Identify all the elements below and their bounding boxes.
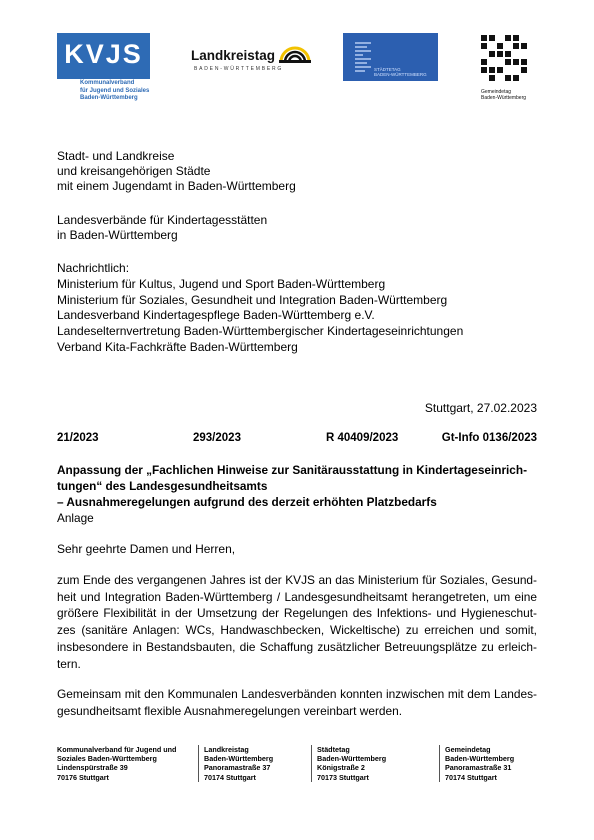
footer-line: Panoramastraße 31 xyxy=(445,763,512,773)
body-paragraph-1: zum Ende des vergangenen Jahres ist der KVJS an das Ministerium für Soziales, Gesund-heit und Integration Baden-Württemberg / Landesgesundheitsamt herangetreten, um eine größere Flexibilität in der Umsetzung der Regelungen des Infektions- und Hygieneschut-zes (sanitäre Anlagen: WCs, Handwaschbecken, Wickeltische) zu erreichen und somit, insbesondere in Bestandsbauten, die Schaffung zusätzlicher Betreuungsplätze zu erleich-tern. xyxy=(57,573,537,671)
kvjs-logo xyxy=(57,33,150,79)
gemeindetag-logo-caption xyxy=(481,89,526,101)
footer-line: 70173 Stuttgart xyxy=(317,772,369,782)
address-line: mit einem Jugendamt in Baden-Württemberg xyxy=(57,179,296,194)
letter-date: Stuttgart, 27.02.2023 xyxy=(424,401,537,415)
gemeindetag-caption-line: Baden-Württemberg xyxy=(481,95,527,101)
footer-line: Gemeindetag xyxy=(445,745,491,754)
address-line: Verband Kita-Fachkräfte Baden-Württemberg xyxy=(57,339,298,354)
subject-block xyxy=(57,462,527,526)
footer-line: 70174 Stuttgart xyxy=(204,772,256,782)
landkreistag-logo-name: Landkreistag xyxy=(191,48,276,63)
footer-line: Landkreistag xyxy=(204,745,249,754)
footer-line: Städtetag xyxy=(317,745,350,754)
landkreistag-logo-sub: BADEN-WÜRTTEMBERG xyxy=(194,66,284,72)
reference-landkreistag: 293/2023 xyxy=(193,432,241,444)
staedtetag-logo-text xyxy=(374,67,427,77)
footer-landkreistag xyxy=(198,745,304,782)
reference-kvjs: 21/2023 xyxy=(57,432,99,444)
salutation: Sehr geehrte Damen und Herren, xyxy=(57,542,236,556)
address-line: Stadt- und Landkreise xyxy=(57,149,175,163)
landkreistag-arc-icon xyxy=(279,34,311,64)
kvjs-caption-line: Kommunalverband xyxy=(80,80,135,86)
subject-line: Anpassung der „Fachlichen Hinweise zur Sanitärausstattung in Kindertageseinrich- xyxy=(57,463,528,477)
footer-line: Baden-Württemberg xyxy=(445,754,515,764)
gemeindetag-mark-icon xyxy=(479,33,529,88)
footer-line: Kommunalverband für Jugend und xyxy=(57,745,177,754)
staedtetag-line: STÄDTETAG xyxy=(374,67,401,72)
footer-line: Königstraße 2 xyxy=(317,763,365,773)
address-line: und kreisangehörigen Städte xyxy=(57,164,211,179)
footer-line: 70176 Stuttgart xyxy=(57,772,109,782)
staedtetag-mark-icon xyxy=(353,41,373,73)
kvjs-logo-caption xyxy=(80,80,180,103)
address-block-1 xyxy=(57,149,296,195)
address-line: Landesverbände für Kindertagesstätten xyxy=(57,213,268,227)
kvjs-logo-letters: KVJS xyxy=(64,39,143,69)
footer-line: Panoramastraße 37 xyxy=(204,763,271,773)
address-line: in Baden-Württemberg xyxy=(57,228,178,243)
address-block-3 xyxy=(57,261,463,356)
staedtetag-line: BADEN-WÜRTTEMBERG xyxy=(374,72,427,77)
reference-gemeindetag: Gt-Info 0136/2023 xyxy=(441,432,537,444)
address-block-2 xyxy=(57,213,267,243)
footer-line: Baden-Württemberg xyxy=(317,754,387,764)
address-line: Ministerium für Soziales, Gesundheit und Integration Baden-Württemberg xyxy=(57,292,448,307)
footer-kvjs xyxy=(52,745,195,782)
footer-line: Baden-Württemberg xyxy=(204,754,274,764)
address-line: Ministerium für Kultus, Jugend und Sport Baden-Württemberg xyxy=(57,276,386,291)
footer-staedtetag xyxy=(311,745,427,782)
kvjs-caption-line: Baden-Württemberg xyxy=(80,95,138,101)
footer-line: Lindenspürstraße 39 xyxy=(57,763,128,773)
subject-line: tungen“ des Landesgesundheitsamts xyxy=(57,479,268,493)
footer-line: 70174 Stuttgart xyxy=(445,772,497,782)
subject-line: – Ausnahmeregelungen aufgrund des derzeit erhöhten Platzbedarfs xyxy=(57,495,437,509)
attachment-label: Anlage xyxy=(57,511,94,525)
address-line: Landesverband Kindertagespflege Baden-Württemberg e.V. xyxy=(57,308,375,323)
address-line: Nachrichtlich: xyxy=(57,261,130,275)
footer-line: Soziales Baden-Württemberg xyxy=(57,754,157,764)
kvjs-caption-line: für Jugend und Soziales xyxy=(80,87,150,94)
body-paragraph-2: Gemeinsam mit den Kommunalen Landesverbänden konnten inzwischen mit dem Landes-gesundheitsamt flexible Ausnahmeregelungen vereinbart werden. xyxy=(57,687,537,718)
footer-gemeindetag xyxy=(439,745,545,782)
reference-staedtetag: R 40409/2023 xyxy=(326,432,399,444)
address-line: Landeselternvertretung Baden-Württembergischer Kindertageseinrichtungen xyxy=(57,324,464,339)
gemeindetag-caption-line: Gemeindetag xyxy=(481,89,512,95)
